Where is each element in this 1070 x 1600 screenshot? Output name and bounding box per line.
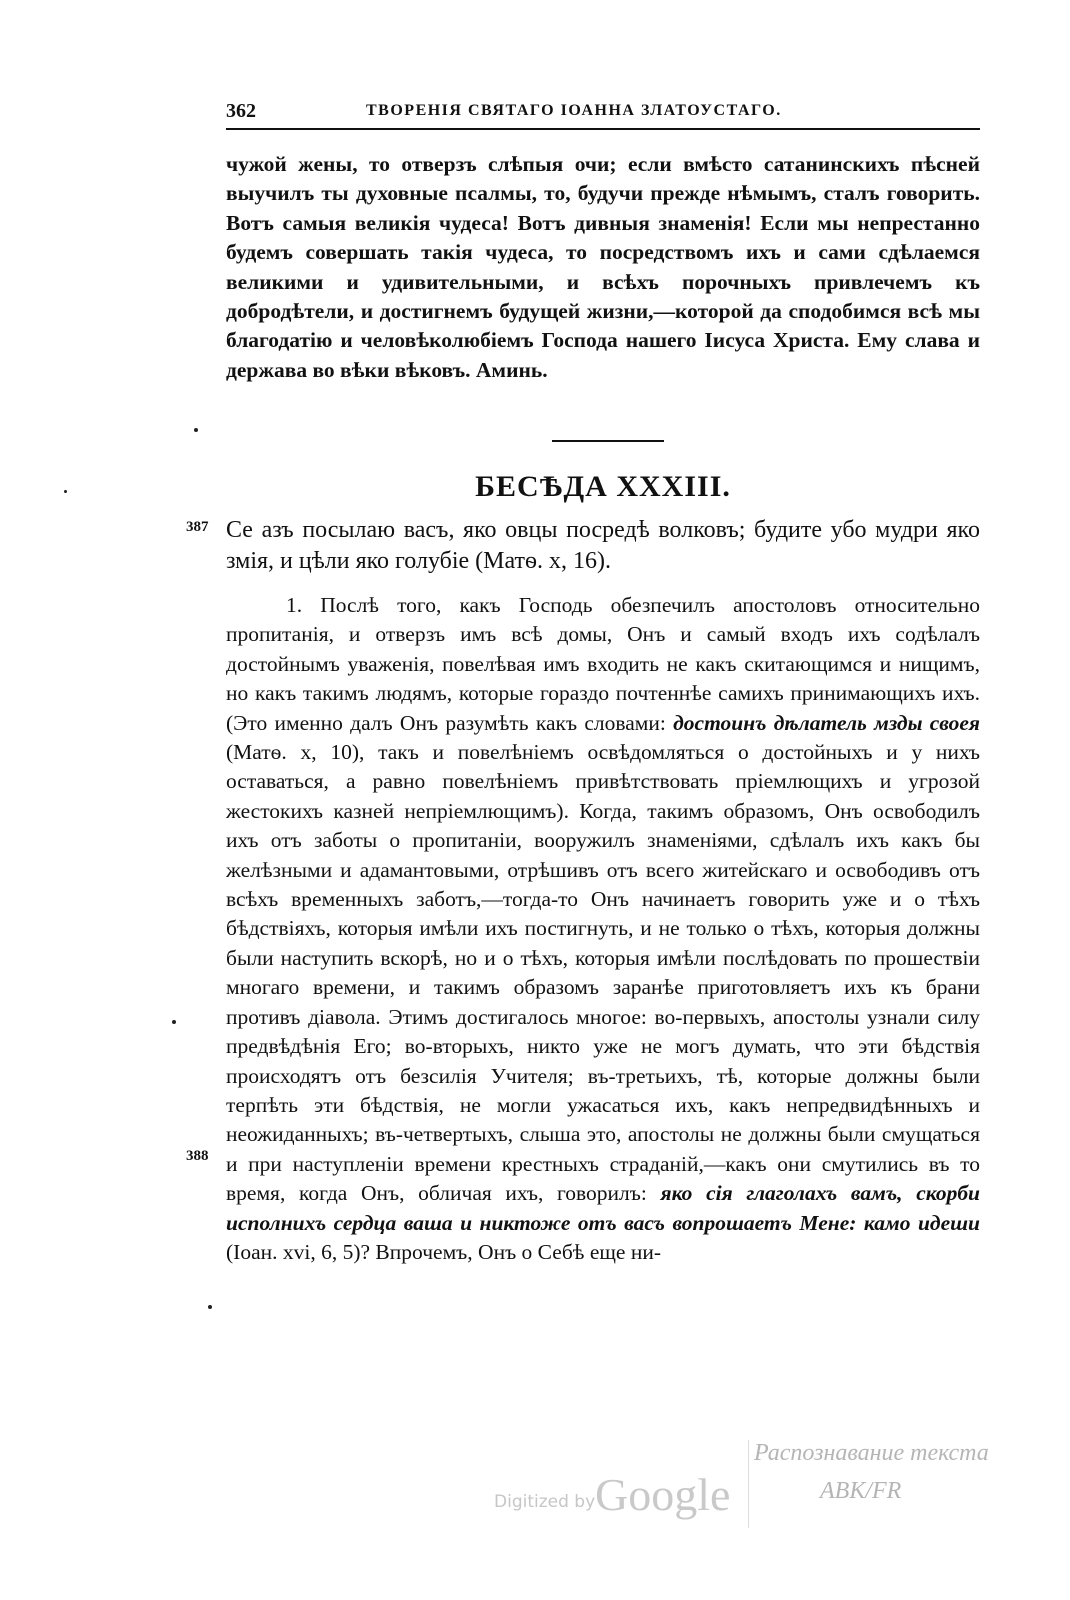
speck	[64, 490, 67, 493]
scripture-quote: достоинъ дѣлатель мзды своея	[673, 710, 980, 735]
paragraph-sermon-body	[226, 591, 980, 1267]
page-number: 362	[226, 100, 256, 122]
recognition-label: Распознавание текста	[754, 1440, 989, 1466]
margin-number: 388	[186, 1148, 209, 1164]
digitization-footer	[0, 1440, 1070, 1580]
google-logo: Google	[595, 1469, 731, 1520]
paragraph-closing-previous-sermon: чужой жены, то отверзъ слѣпыя очи; если вмѣсто сатанинскихъ пѣсней выучилъ ты духовные псалмы, то, будучи прежде нѣмымъ, сталъ говорить. Вотъ самыя великія чудеса! Вотъ дивныя знаменія! Если мы непрестанно будемъ совершать такія чудеса, то посредствомъ ихъ и сами сдѣлаемся великими и удивительными, и всѣхъ порочныхъ привлечемъ къ добродѣтели, и достигнемъ будущей жизни,—которой да сподобимся всѣ мы благодатію и человѣколюбіемъ Господа нашего Іисуса Христа. Ему слава и держава во вѣки вѣковъ. Аминь.	[226, 152, 980, 382]
speck	[208, 1305, 212, 1309]
speck	[194, 428, 198, 432]
running-title: ТВОРЕНІЯ СВЯТАГО ІОАННА ЗЛАТОУСТАГО.	[366, 102, 782, 119]
text-run: (Іоан. xvi, 6, 5)? Впрочемъ, Онъ о Себѣ еще ни-	[226, 1239, 662, 1264]
text-run: 1. Послѣ того, какъ Господь обезпечилъ апостоловъ относительно пропитанія, и отверзъ имъ всѣ домы, Онъ и самый входъ ихъ содѣлалъ достойнымъ уваженія, повелѣвая имъ входить не какъ скитающимся и нищимъ, но какъ такимъ людямъ, которые гораздо почтеннѣе самихъ принимающихъ ихъ. (Это именно далъ Онъ разумѣть какъ словами:	[226, 593, 980, 735]
section-divider	[552, 440, 664, 442]
text-run: (Матѳ. x, 10), такъ и повелѣніемъ освѣдомляться о достойныхъ и у нихъ оставаться, а равно повелѣніемъ привѣтствовать пріемлющихъ и угрозой жестокихъ казней непріемлющимъ). Когда, такимъ образомъ, Онъ освободилъ ихъ отъ заботы о пропитаніи, вооружилъ знаменіями, сдѣлалъ ихъ какъ бы желѣзными и адамантовыми, отрѣшивъ отъ всего житейскаго и освободивъ отъ всѣхъ временныхъ заботъ,—тогда-то Онъ начинаетъ говорить уже и о тѣхъ бѣдствіяхъ, которыя имѣли ихъ постигнуть, и не только о тѣхъ, которыя должны были наступить вскорѣ, но и о тѣхъ, которыя имѣли послѣдовать по прошествіи многаго времени, и такимъ образомъ заранѣе приготовляетъ ихъ къ брани противъ діавола. Этимъ достигалось многое: во-первыхъ, апостолы узнали силу предвѣдѣнія Его; во-вторыхъ, никто уже не могъ думать, что эти бѣдствія происходятъ отъ безсилія Учителя; въ-третьихъ, тѣ, которые должны были терпѣть эти бѣдствія, не могли ужасаться ихъ, какъ непредвидѣнныхъ и неожиданныхъ; въ-четвертыхъ, слыша это, апостолы не должны были смущаться и при наступленіи времени крестныхъ страданій,—какъ они смутились въ то время, когда Онъ, обличая ихъ, говорилъ:	[226, 740, 980, 1206]
margin-number: 387	[186, 519, 209, 535]
recognition-credit: ABK/FR	[820, 1478, 902, 1504]
footer-divider	[748, 1440, 749, 1528]
speck	[172, 1020, 176, 1024]
sermon-title: БЕСѢДА XXXIII.	[475, 470, 731, 503]
digitized-by-label: Digitized by	[494, 1492, 596, 1512]
epigraph: Се азъ посылаю васъ, яко овцы посредѣ волковъ; будите убо мудри яко змія, и цѣли яко голубіе (Матѳ. x, 16).	[226, 517, 980, 574]
page-header	[226, 98, 980, 130]
scripture-quote: яко сія глаголахъ вамъ, скорби исполнихъ сердца ваша и никтоже отъ васъ вопрошаетъ Мене: камо идеши	[226, 1181, 980, 1235]
